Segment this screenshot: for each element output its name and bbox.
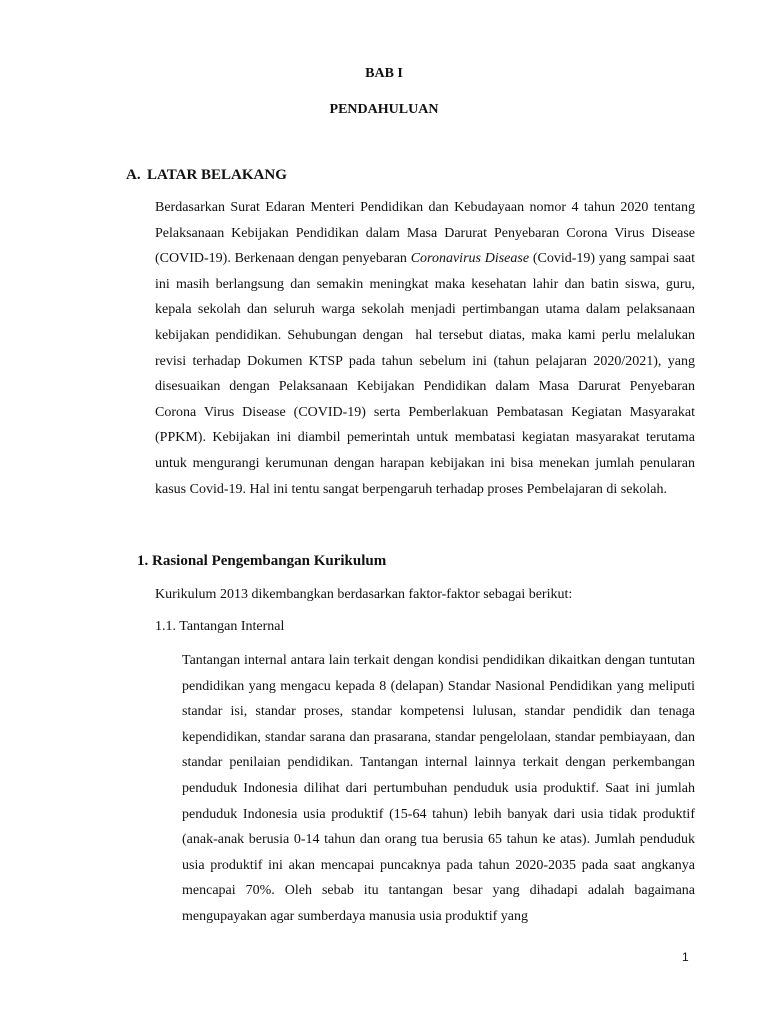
section-number: A.	[126, 167, 141, 183]
page-number: 1	[682, 950, 689, 964]
subsection-heading: 1. Rasional Pengembangan Kurikulum	[137, 553, 387, 569]
chapter-label: BAB I	[365, 66, 403, 81]
subsection-intro: Kurikulum 2013 dikembangkan berdasarkan faktor-faktor sebagai berikut:	[155, 587, 573, 602]
background-paragraph: Berdasarkan Surat Edaran Menteri Pendidikan dan Kebudayaan nomor 4 tahun 2020 tentang Pelaksanaan Kebijakan Pendidikan dalam Masa Darurat Penyebaran Corona Virus Disease (COVID-19). Berkenaan dengan penyebaran Coronavirus Disease (Covid-19) yang sampai saat ini masih berlangsung dan semakin meningkat maka kesehatan lahir dan batin siswa, guru, kepala sekolah dan seluruh warga sekolah menjadi pertimbangan utama dalam pelaksanaan kebijakan pendidikan. Sehubungan dengan hal tersebut diatas, maka kami perlu melalukan revisi terhadap Dokumen KTSP pada tahun sebelum ini (tahun pelajaran 2020/2021), yang disesuaikan dengan Pelaksanaan Kebijakan Pendidikan dalam Masa Darurat Penyebaran Corona Virus Disease (COVID-19) serta Pemberlakuan Pembatasan Kegiatan Masyarakat (PPKM). Kebijakan ini diambil pemerintah untuk membatasi kegiatan masyarakat terutama untuk mengurangi kerumunan dengan harapan kebijakan ini bisa menekan jumlah penularan kasus Covid-19. Hal ini tentu sangat berpengaruh terhadap proses Pembelajaran di sekolah.	[155, 200, 696, 497]
section-heading	[126, 167, 287, 184]
section-title: LATAR BELAKANG	[147, 167, 287, 183]
sub-subsection-heading: 1.1. Tantangan Internal	[155, 619, 285, 634]
internal-challenge-paragraph: Tantangan internal antara lain terkait dengan kondisi pendidikan dikaitkan dengan tuntutan pendidikan yang mengacu kepada 8 (delapan) Standar Nasional Pendidikan yang meliputi standar isi, standar proses, standar kompetensi lulusan, standar pendidik dan tenaga kependidikan, standar sarana dan prasarana, standar pengelolaan, standar pembiayaan, dan standar penilaian pendidikan. Tantangan internal lainnya terkait dengan perkembangan penduduk Indonesia dilihat dari pertumbuhan penduduk usia produktif. Saat ini jumlah penduduk Indonesia usia produktif (15-64 tahun) lebih banyak dari usia tidak produktif (anak-anak berusia 0-14 tahun dan orang tua berusia 65 tahun ke atas). Jumlah penduduk usia produktif ini akan mencapai puncaknya pada tahun 2020-2035 pada saat angkanya mencapai 70%. Oleh sebab itu tantangan besar yang dihadapi adalah bagaimana mengupayakan agar sumberdaya manusia usia produktif yang	[182, 653, 695, 924]
chapter-title: PENDAHULUAN	[329, 102, 439, 117]
